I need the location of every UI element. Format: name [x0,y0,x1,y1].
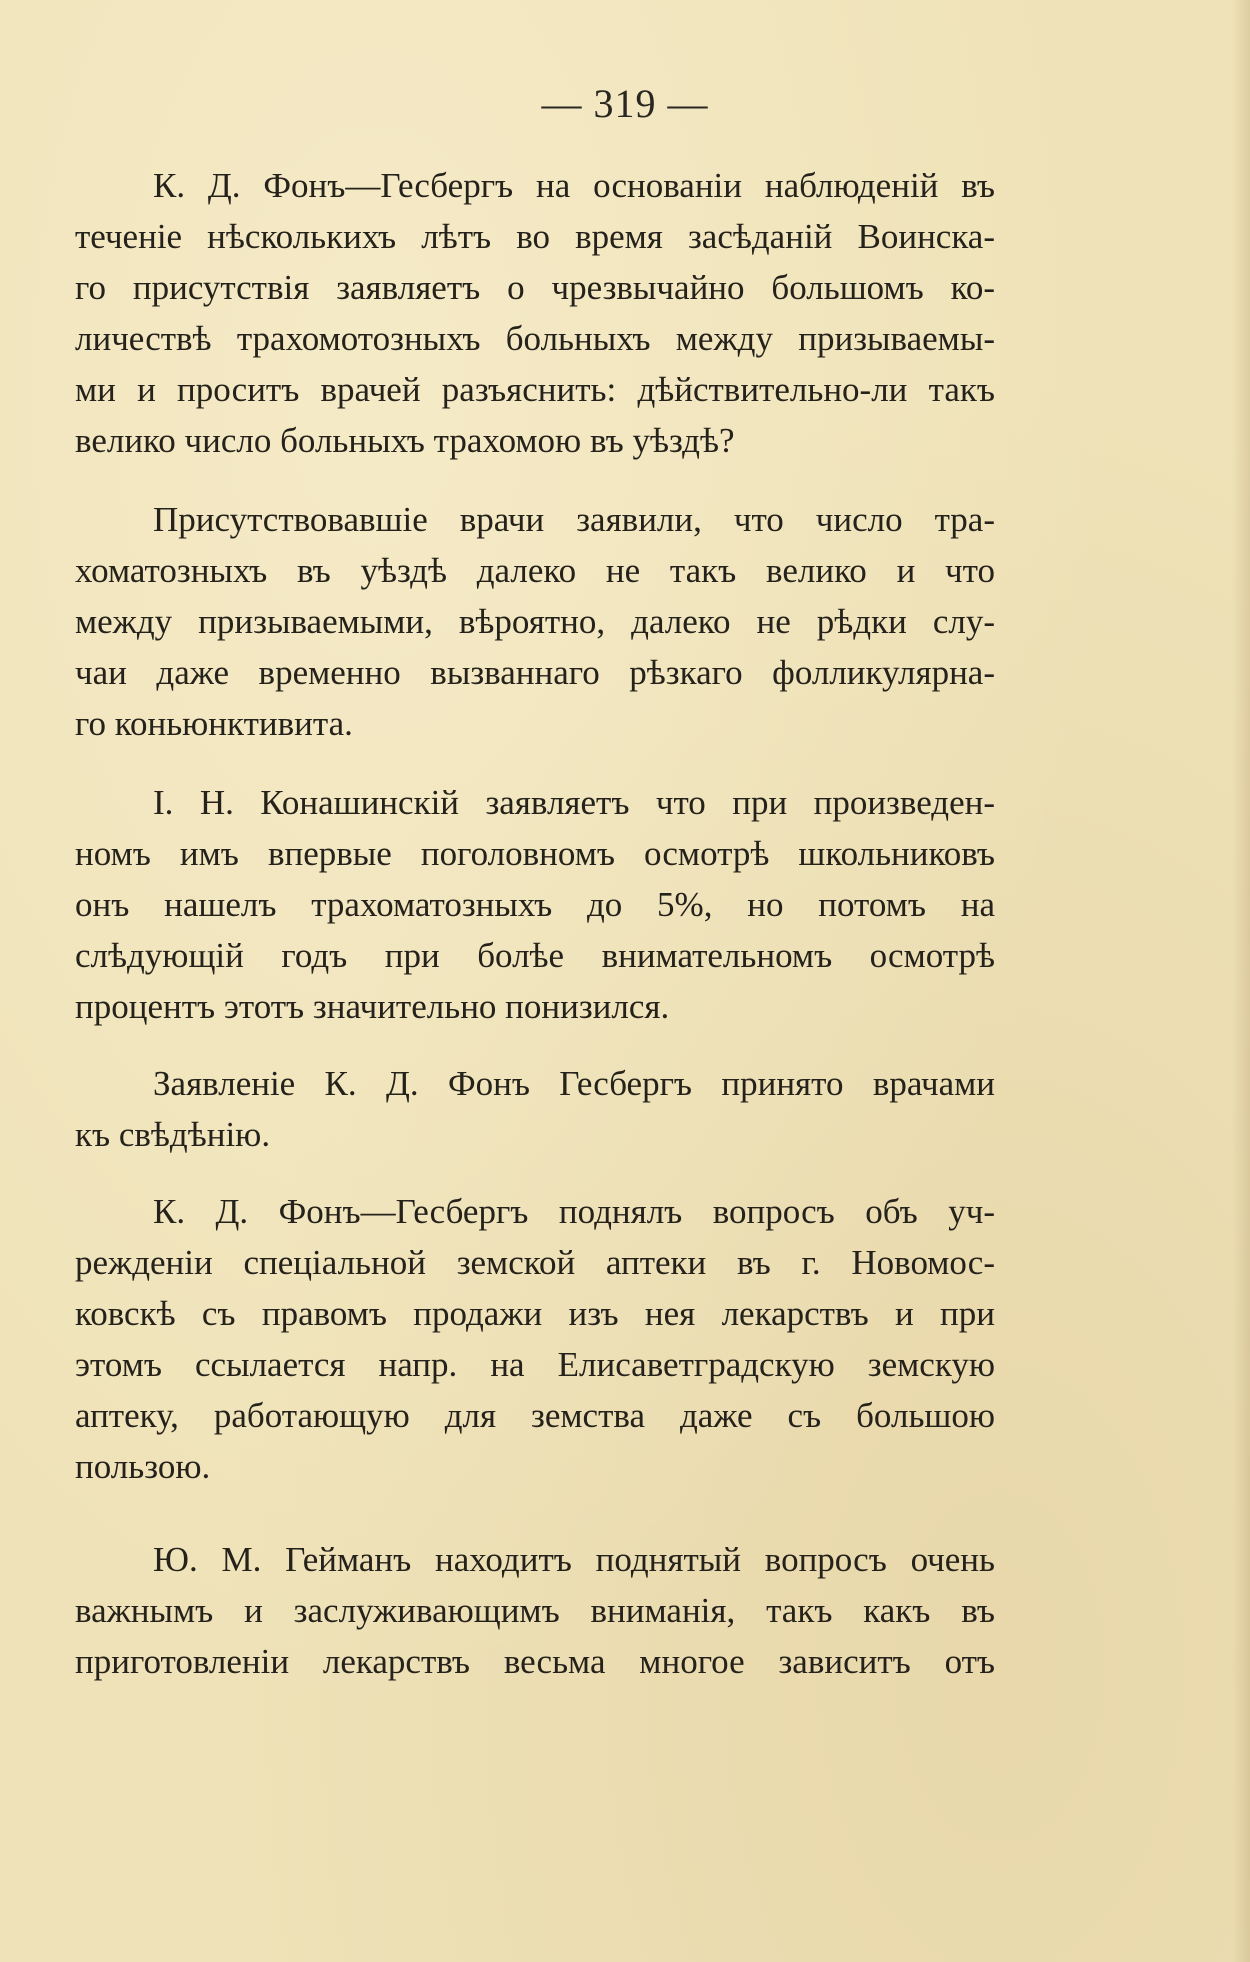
text-line: этомъ ссылается напр. на Елисаветградскую земскую [75,1345,995,1384]
text-line: го коньюнктивита. [75,704,353,743]
paragraph-5 [75,1186,995,1492]
paragraph-3 [75,777,995,1032]
text-line: номъ имъ впервые поголовномъ осмотрѣ школьниковъ [75,834,995,873]
page-edge-shadow [1232,0,1250,1962]
text-line: слѣдующій годъ при болѣе внимательномъ осмотрѣ [75,936,995,975]
text-line: I. Н. Конашинскій заявляетъ что при произведен- [153,783,995,822]
text-line: Заявленіе К. Д. Фонъ Гесбергъ принято врачами [153,1064,995,1103]
text-line: между призываемыми, вѣроятно, далеко не рѣдки слу- [75,602,995,641]
text-line: чаи даже временно вызваннаго рѣзкаго фолликулярна- [75,653,995,692]
text-line: процентъ этотъ значительно понизился. [75,987,670,1026]
text-line: хоматозныхъ въ уѣздѣ далеко не такъ велико и что [75,551,995,590]
text-line: пользою. [75,1447,211,1486]
text-line: велико число больныхъ трахомою въ уѣздѣ? [75,421,735,460]
page-number: — 319 — [541,81,709,126]
text-line: режденіи спеціальной земской аптеки въ г. Новомос- [75,1243,995,1282]
body-text [75,160,995,1687]
text-line: Присутствовавшіе врачи заявили, что число тра- [153,500,995,539]
text-line: го присутствія заявляетъ о чрезвычайно большомъ ко- [75,268,995,307]
paragraph-4 [75,1058,995,1160]
text-line: К. Д. Фонъ—Гесбергъ на основаніи наблюденій въ [153,166,995,205]
text-line: ковскѣ съ правомъ продажи изъ нея лекарствъ и при [75,1294,995,1333]
text-line: личествѣ трахомотозныхъ больныхъ между призываемы- [75,319,995,358]
text-line: К. Д. Фонъ—Гесбергъ поднялъ вопросъ объ уч- [153,1192,995,1231]
text-line: приготовленіи лекарствъ весьма многое зависитъ отъ [75,1642,995,1681]
paragraph-1 [75,160,995,466]
text-line: Ю. М. Гейманъ находитъ поднятый вопросъ очень [153,1540,995,1579]
paragraph-6 [75,1534,995,1687]
text-line: теченіе нѣсколькихъ лѣтъ во время засѣданій Воинска- [75,217,995,256]
text-line: онъ нашелъ трахоматозныхъ до 5%, но потомъ на [75,885,995,924]
text-line: важнымъ и заслуживающимъ вниманія, такъ какъ въ [75,1591,995,1630]
text-line: аптеку, работающую для земства даже съ большою [75,1396,995,1435]
text-line: къ свѣдѣнію. [75,1115,271,1154]
paragraph-2 [75,494,995,749]
text-line: ми и проситъ врачей разъяснить: дѣйствительно-ли такъ [75,370,995,409]
